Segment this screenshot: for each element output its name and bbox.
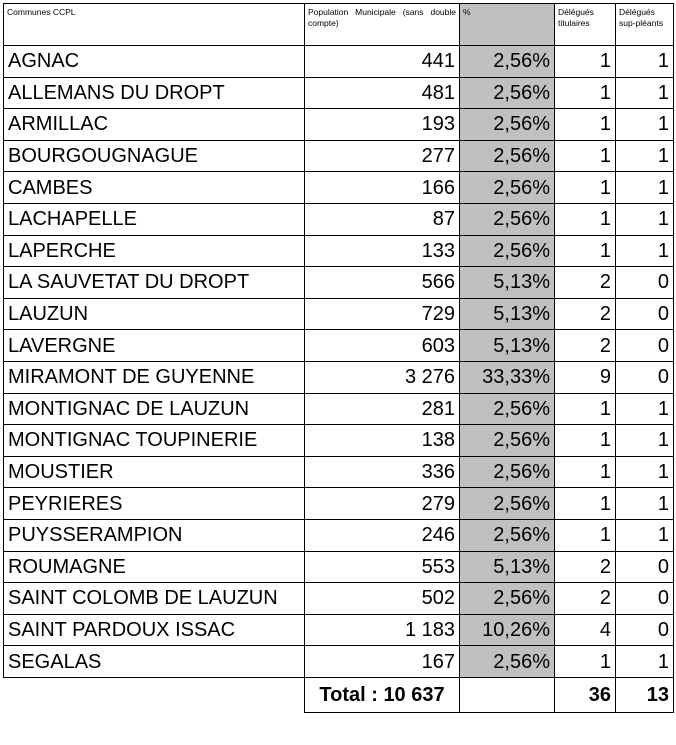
commune-name: SEGALAS: [4, 646, 305, 678]
percent-value: 2,56%: [460, 456, 555, 488]
table-row: [4, 140, 674, 172]
population-value: 336: [305, 456, 460, 488]
suppleants-value: 1: [616, 109, 674, 141]
population-value: 246: [305, 519, 460, 551]
titulaires-value: 1: [555, 109, 616, 141]
table-row: [4, 77, 674, 109]
suppleants-value: 0: [616, 298, 674, 330]
population-value: 138: [305, 425, 460, 457]
titulaires-value: 4: [555, 614, 616, 646]
titulaires-value: 1: [555, 393, 616, 425]
percent-value: 2,56%: [460, 77, 555, 109]
percent-value: 2,56%: [460, 646, 555, 678]
table-row: [4, 614, 674, 646]
commune-name: ROUMAGNE: [4, 551, 305, 583]
table-row: [4, 551, 674, 583]
population-value: 193: [305, 109, 460, 141]
percent-value: 5,13%: [460, 267, 555, 299]
percent-value: 2,56%: [460, 46, 555, 78]
percent-value: 2,56%: [460, 109, 555, 141]
suppleants-value: 0: [616, 614, 674, 646]
population-value: 87: [305, 203, 460, 235]
suppleants-value: 1: [616, 235, 674, 267]
population-value: 281: [305, 393, 460, 425]
total-row: [4, 677, 674, 712]
suppleants-value: 1: [616, 77, 674, 109]
percent-value: 2,56%: [460, 203, 555, 235]
percent-value: 2,56%: [460, 235, 555, 267]
table-row: [4, 393, 674, 425]
header-commune: Communes CCPL: [4, 4, 305, 46]
delegates-table: [3, 3, 674, 713]
population-value: 603: [305, 330, 460, 362]
header-titulaires: Délégués titulaires: [555, 4, 616, 46]
table-row: [4, 298, 674, 330]
table-row: [4, 267, 674, 299]
commune-name: LAUZUN: [4, 298, 305, 330]
commune-name: ARMILLAC: [4, 109, 305, 141]
commune-name: MONTIGNAC DE LAUZUN: [4, 393, 305, 425]
population-value: 729: [305, 298, 460, 330]
population-value: 279: [305, 488, 460, 520]
header-percent: %: [460, 4, 555, 46]
population-value: 166: [305, 172, 460, 204]
commune-name: SAINT COLOMB DE LAUZUN: [4, 583, 305, 615]
commune-name: LAPERCHE: [4, 235, 305, 267]
percent-value: 2,56%: [460, 393, 555, 425]
commune-name: PEYRIERES: [4, 488, 305, 520]
titulaires-value: 1: [555, 646, 616, 678]
commune-name: AGNAC: [4, 46, 305, 78]
percent-value: 2,56%: [460, 172, 555, 204]
commune-name: CAMBES: [4, 172, 305, 204]
titulaires-value: 2: [555, 551, 616, 583]
titulaires-value: 1: [555, 203, 616, 235]
percent-value: 33,33%: [460, 361, 555, 393]
commune-name: MOUSTIER: [4, 456, 305, 488]
suppleants-value: 1: [616, 646, 674, 678]
population-value: 277: [305, 140, 460, 172]
suppleants-value: 1: [616, 140, 674, 172]
suppleants-value: 0: [616, 361, 674, 393]
suppleants-value: 0: [616, 330, 674, 362]
table-row: [4, 330, 674, 362]
titulaires-value: 9: [555, 361, 616, 393]
table-row: [4, 109, 674, 141]
header-suppleants: Délégués sup-pléants: [616, 4, 674, 46]
titulaires-value: 1: [555, 235, 616, 267]
population-value: 481: [305, 77, 460, 109]
population-value: 566: [305, 267, 460, 299]
suppleants-value: 1: [616, 488, 674, 520]
suppleants-value: 1: [616, 46, 674, 78]
table-row: [4, 172, 674, 204]
suppleants-value: 1: [616, 393, 674, 425]
suppleants-value: 1: [616, 203, 674, 235]
suppleants-value: 1: [616, 519, 674, 551]
percent-value: 2,56%: [460, 425, 555, 457]
titulaires-value: 2: [555, 298, 616, 330]
commune-name: LA SAUVETAT DU DROPT: [4, 267, 305, 299]
percent-value: 2,56%: [460, 488, 555, 520]
commune-name: PUYSSERAMPION: [4, 519, 305, 551]
suppleants-value: 1: [616, 172, 674, 204]
table-row: [4, 646, 674, 678]
population-value: 167: [305, 646, 460, 678]
titulaires-value: 1: [555, 46, 616, 78]
suppleants-value: 0: [616, 551, 674, 583]
table-row: [4, 488, 674, 520]
percent-value: 2,56%: [460, 583, 555, 615]
total-suppleants: 13: [616, 677, 674, 712]
percent-value: 2,56%: [460, 519, 555, 551]
suppleants-value: 0: [616, 583, 674, 615]
total-percent-cell: [460, 677, 555, 712]
total-titulaires: 36: [555, 677, 616, 712]
titulaires-value: 1: [555, 425, 616, 457]
commune-name: BOURGOUGNAGUE: [4, 140, 305, 172]
commune-name: LAVERGNE: [4, 330, 305, 362]
suppleants-value: 1: [616, 425, 674, 457]
total-population: Total : 10 637: [305, 677, 460, 712]
percent-value: 5,13%: [460, 330, 555, 362]
header-row: [4, 4, 674, 46]
population-value: 133: [305, 235, 460, 267]
population-value: 441: [305, 46, 460, 78]
table-row: [4, 583, 674, 615]
population-value: 553: [305, 551, 460, 583]
table-row: [4, 456, 674, 488]
titulaires-value: 1: [555, 77, 616, 109]
commune-name: MIRAMONT DE GUYENNE: [4, 361, 305, 393]
header-population: Population Municipale (sans double compte): [305, 4, 460, 46]
commune-name: LACHAPELLE: [4, 203, 305, 235]
titulaires-value: 1: [555, 519, 616, 551]
suppleants-value: 0: [616, 267, 674, 299]
titulaires-value: 1: [555, 172, 616, 204]
total-blank-cell: [4, 677, 305, 712]
commune-name: SAINT PARDOUX ISSAC: [4, 614, 305, 646]
commune-name: ALLEMANS DU DROPT: [4, 77, 305, 109]
table-row: [4, 519, 674, 551]
suppleants-value: 1: [616, 456, 674, 488]
titulaires-value: 1: [555, 140, 616, 172]
percent-value: 2,56%: [460, 140, 555, 172]
population-value: 1 183: [305, 614, 460, 646]
table-row: [4, 203, 674, 235]
table-row: [4, 235, 674, 267]
percent-value: 5,13%: [460, 551, 555, 583]
percent-value: 5,13%: [460, 298, 555, 330]
table-row: [4, 361, 674, 393]
table-row: [4, 46, 674, 78]
table-body: [4, 46, 674, 678]
titulaires-value: 2: [555, 330, 616, 362]
titulaires-value: 1: [555, 488, 616, 520]
titulaires-value: 1: [555, 456, 616, 488]
population-value: 3 276: [305, 361, 460, 393]
table-row: [4, 425, 674, 457]
percent-value: 10,26%: [460, 614, 555, 646]
population-value: 502: [305, 583, 460, 615]
titulaires-value: 2: [555, 267, 616, 299]
commune-name: MONTIGNAC TOUPINERIE: [4, 425, 305, 457]
titulaires-value: 2: [555, 583, 616, 615]
